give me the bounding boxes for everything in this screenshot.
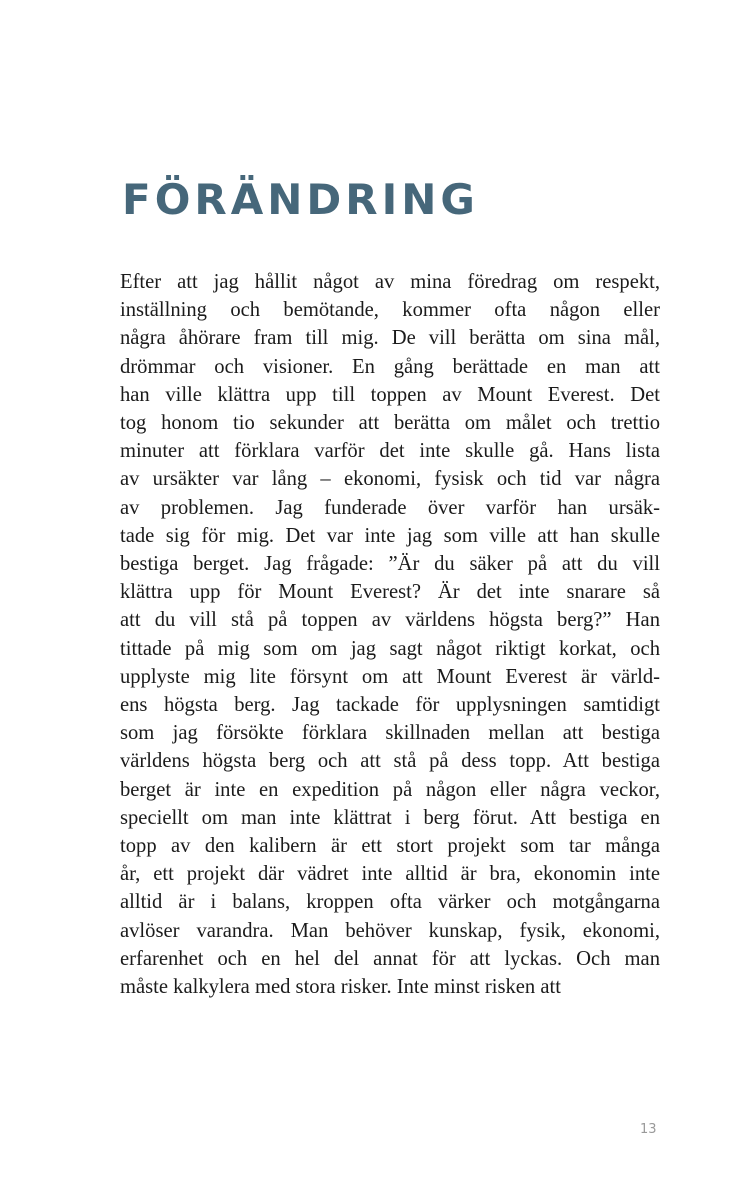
body-line: erfarenhet och en hel del annat för att lyckas. Och man [120,947,660,970]
body-line: berget är inte en expedition på någon eller några veckor, [120,778,660,801]
chapter-title: FÖRÄNDRING [122,175,479,224]
body-line: år, ett projekt där vädret inte alltid är bra, ekonomin inte [120,863,660,886]
body-line: Efter att jag hållit något av mina föredrag om respekt, [120,271,660,293]
body-line: av ursäkter var lång – ekonomi, fysisk och tid var några [120,468,660,491]
body-line: upplyste mig lite försynt om att Mount Everest är värld- [120,665,660,688]
body-line: måste kalkylera med stora risker. Inte minst risken att [120,976,561,999]
page-number: 13 [640,1122,657,1137]
body-line: speciellt om man inte klättrat i berg förut. Att bestiga en [120,806,660,829]
body-line: av problemen. Jag funderade över varför han ursäk- [120,496,660,519]
body-line: avlöser varandra. Man behöver kunskap, fysik, ekonomi, [120,919,660,942]
body-line: ens högsta berg. Jag tackade för upplysningen samtidigt [120,694,660,717]
body-line: inställning och bemötande, kommer ofta någon eller [120,299,660,322]
body-line: minuter att förklara varför det inte skulle gå. Hans lista [120,440,660,463]
body-line: klättra upp för Mount Everest? Är det inte snarare så [120,581,660,604]
body-line: drömmar och visioner. En gång berättade en man att [120,355,660,378]
body-line: tog honom tio sekunder att berätta om målet och trettio [120,412,660,435]
body-line: att du vill stå på toppen av världens högsta berg?” Han [120,609,660,632]
body-line: bestiga berget. Jag frågade: ”Är du säker på att du vill [120,553,660,576]
body-line: några åhörare fram till mig. De vill berätta om sina mål, [120,327,660,350]
body-line: alltid är i balans, kroppen ofta värker och motgångarna [120,891,660,914]
body-line: som jag försökte förklara skillnaden mellan att bestiga [120,722,660,745]
body-text [120,268,660,1001]
body-line: tade sig för mig. Det var inte jag som ville att han skulle [120,524,660,547]
body-line: världens högsta berg och att stå på dess topp. Att bestiga [120,750,660,773]
body-line: topp av den kalibern är ett stort projekt som tar många [120,835,660,858]
body-line: tittade på mig som om jag sagt något riktigt korkat, och [120,637,660,660]
body-line: han ville klättra upp till toppen av Mount Everest. Det [120,383,660,406]
